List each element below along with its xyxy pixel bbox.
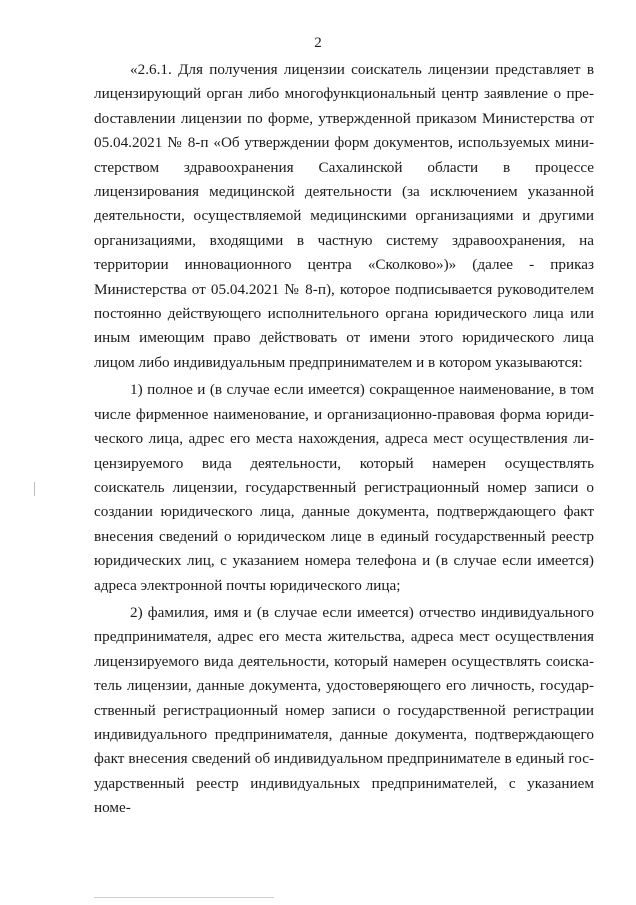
paragraph-2-6-1-intro: «2.6.1. Для получения лицензии соискатель лицензии представляет в лицензирующий орган либо многофункциональный центр заявление о преdоставлении лицензии по форме, утвержденной приказом Министерства от 05.04.2021 № 8-п «Об утверждении форм документов, используемых министерством здравоохранения Сахалинской области в процессе лицензирования медицинской деятельности (за исключением указанной деятельности, осуществляемой медицинскими организациями и другими организациями, входящими в частную систему здравоохранения, на территории инновационного центра «Сколково»)» (далее - приказ Министерства от 05.04.2021 № 8-п), которое подписывается руководителем постоянно действующего исполнительного органа юридического лица или иным имеющим право действовать от имени этого юридического лица лицом либо индивидуальным предпринимателем и в котором указываются: [94, 61, 594, 371]
paragraph-item-1-legal-entity: 1) полное и (в случае если имеется) сокращенное наименование, в том числе фирменное наименование, и организационно-правовая форма юридического лица, адрес его места нахождения, адреса мест осуществления лицензируемого вида деятельности, который намерен осуществлять соискатель лицензии, государственный регистрационный номер записи о создании юридического лица, данные документа, подтверждающего факт внесения сведений о юридическом лице в единый государственный реестр юридических лиц, с указанием номера телефона и (в случае если имеется) адреса электронной почты юридического лица; [94, 381, 594, 594]
document-body [94, 58, 594, 824]
page-bottom-divider [94, 897, 274, 898]
paragraph-item-2-individual-entrepreneur: 2) фамилия, имя и (в случае если имеется) отчество индивидуального предпринимателя, адрес его места жительства, адреса мест осуществления лицензируемого вида деятельности, который намерен осуществлять соискатель лицензии, данные документа, удостоверяющего его личность, государственный регистрационный номер записи о государственной регистрации индивидуального предпринимателя, данные документа, подтверждающего факт внесения сведений об индивидуальном предпринимателе в единый государственный реестр индивидуальных предпринимателей, с указанием номе- [94, 603, 594, 817]
page-number: 2 [314, 35, 322, 51]
scan-artifact-mark [34, 482, 35, 496]
